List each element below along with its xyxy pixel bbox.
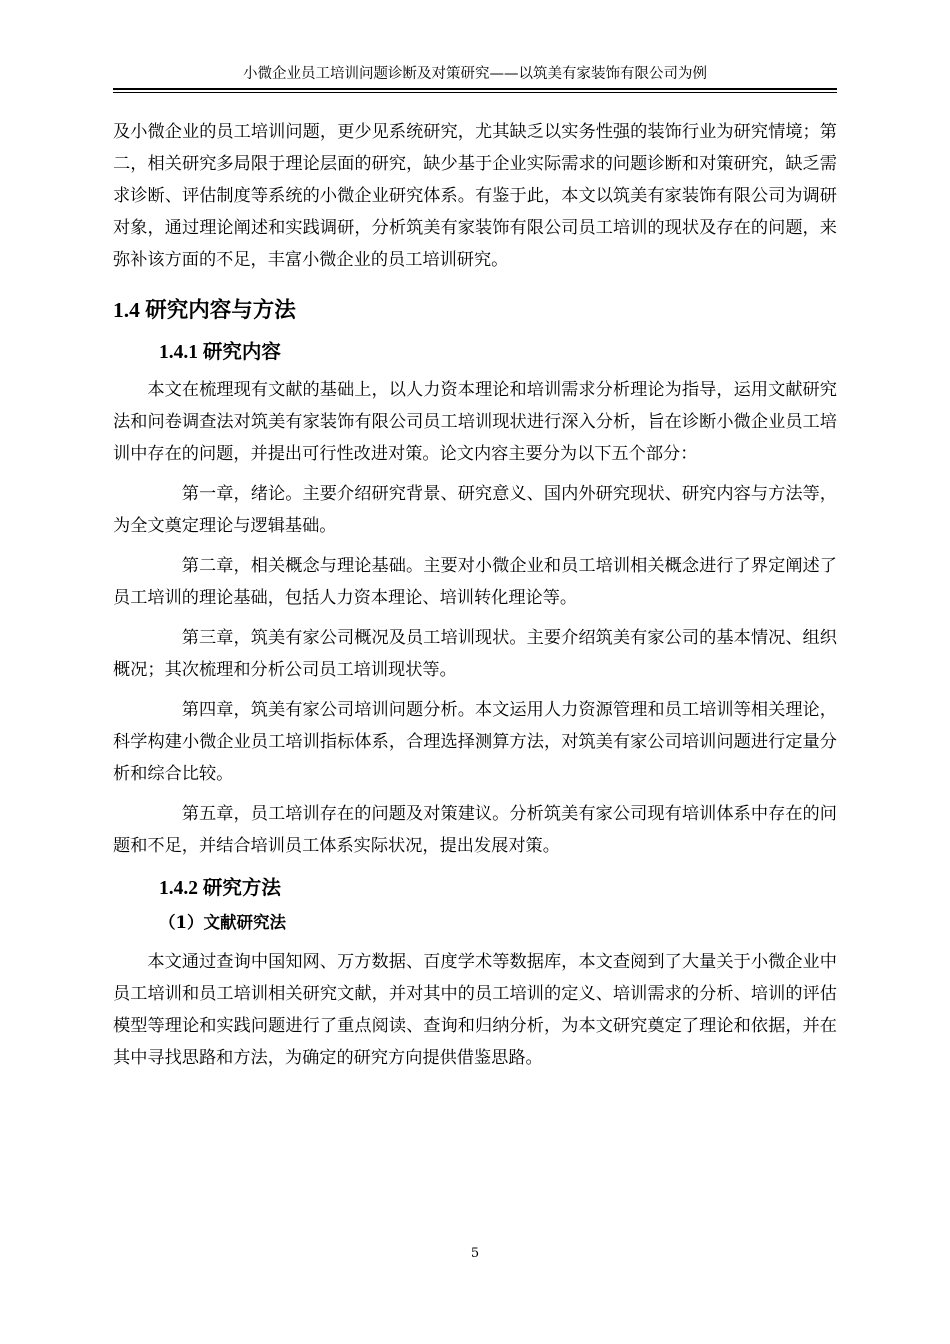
chapter-summary-1: 第一章，绪论。主要介绍研究背景、研究意义、国内外研究现状、研究内容与方法等，为全文奠定理论与逻辑基础。 [113, 484, 837, 536]
running-header: 小微企业员工培训问题诊断及对策研究——以筑美有家装饰有限公司为例 [243, 66, 707, 82]
header-rule-thin [113, 92, 837, 93]
subsection-heading-content: 1.4.1 研究内容 [159, 342, 281, 363]
subsection-heading-methods: 1.4.2 研究方法 [159, 878, 281, 899]
paragraph-literature-method: 本文通过查询中国知网、万方数据、百度学术等数据库，本文查阅到了大量关于小微企业中员工培训和员工培训相关研究文献，并对其中的员工培训的定义、培训需求的分析、培训的评估模型等理论和实践问题进行了重点阅读、查询和归纳分析，为本文研究奠定了理论和依据，并在其中寻找思路和方法，为确定的研究方向提供借鉴思路。 [113, 952, 837, 1068]
chapter-summary-3: 第三章，筑美有家公司概况及员工培训现状。主要介绍筑美有家公司的基本情况、组织概况；其次梳理和分析公司员工培训现状等。 [113, 628, 837, 680]
page-body [113, 116, 837, 1074]
page-number: 5 [470, 1246, 480, 1261]
header-rule [113, 88, 837, 90]
chapter-summary-4: 第四章，筑美有家公司培训问题分析。本文运用人力资源管理和员工培训等相关理论，科学构建小微企业员工培训指标体系，合理选择测算方法，对筑美有家公司培训问题进行定量分析和综合比较。 [113, 700, 837, 784]
paragraph-intro: 本文在梳理现有文献的基础上，以人力资本理论和培训需求分析理论为指导，运用文献研究法和问卷调查法对筑美有家装饰有限公司员工培训现状进行深入分析，旨在诊断小微企业员工培训中存在的问题，并提出可行性改进对策。论文内容主要分为以下五个部分： [113, 380, 837, 464]
paragraph-continuation: 及小微企业的员工培训问题，更少见系统研究，尤其缺乏以实务性强的装饰行业为研究情境；第二，相关研究多局限于理论层面的研究，缺少基于企业实际需求的问题诊断和对策研究，缺乏需求诊断、评估制度等系统的小微企业研究体系。有鉴于此，本文以筑美有家装饰有限公司为调研对象，通过理论阐述和实践调研，分析筑美有家装饰有限公司员工培训的现状及存在的问题，来弥补该方面的不足，丰富小微企业的员工培训研究。 [113, 122, 837, 270]
chapter-summary-5: 第五章，员工培训存在的问题及对策建议。分析筑美有家公司现有培训体系中存在的问题和不足，并结合培训员工体系实际状况，提出发展对策。 [113, 804, 837, 856]
method-heading-literature: （1）文献研究法 [159, 913, 286, 932]
chapter-summary-2: 第二章，相关概念与理论基础。主要对小微企业和员工培训相关概念进行了界定阐述了员工培训的理论基础，包括人力资本理论、培训转化理论等。 [113, 556, 837, 608]
section-heading: 1.4 研究内容与方法 [113, 298, 296, 322]
